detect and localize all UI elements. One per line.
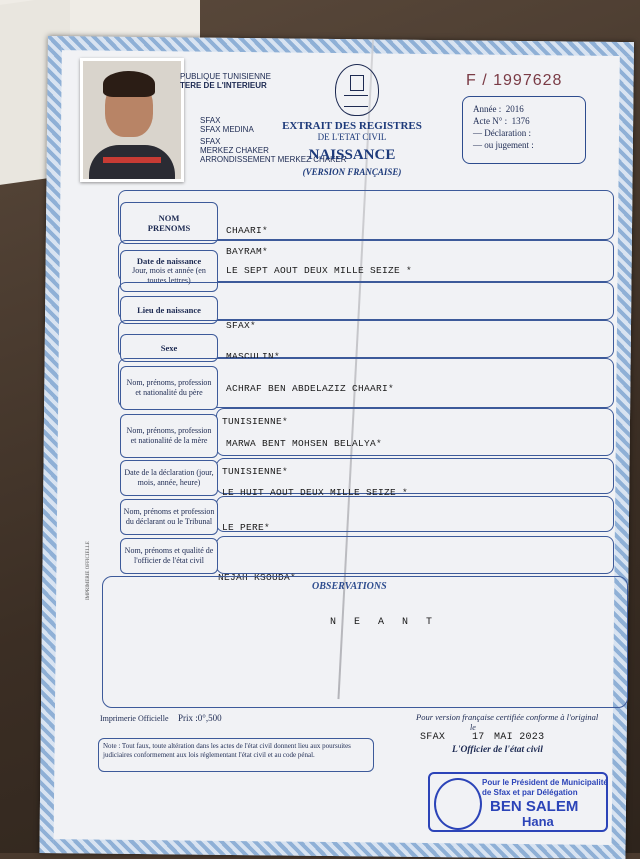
stamp-line-4: Hana bbox=[522, 814, 554, 829]
officier-signature-label: L'Officier de l'état civil bbox=[452, 745, 543, 755]
place-line-1: SFAX bbox=[200, 116, 221, 125]
place-line-3: SFAX bbox=[200, 137, 221, 146]
sign-month-year: MAI 2023 bbox=[494, 732, 545, 743]
row-declarant bbox=[216, 496, 614, 532]
row-officier bbox=[216, 536, 614, 574]
observations-value: N E A N T bbox=[330, 617, 439, 628]
municipal-seal-icon bbox=[434, 778, 482, 830]
acte-value: 1376 bbox=[511, 116, 530, 126]
value-prenom: BAYRAM* bbox=[226, 246, 269, 257]
annee-label: Année : bbox=[473, 104, 502, 114]
place-line-4: MERKEZ CHAKER bbox=[200, 146, 269, 155]
ministry-label: TERE DE L'INTERIEUR bbox=[180, 81, 267, 90]
value-pere: ACHRAF BEN ABDELAZIZ CHAARI* bbox=[226, 383, 395, 394]
legal-note: Note : Tout faux, toute altération dans les actes de l'état civil donnent lieu aux poursuites judiciaires conformement aux lois réglementant l'état civil et au code pénal. bbox=[98, 738, 374, 772]
le-label: le bbox=[470, 723, 476, 732]
value-lieu: SFAX* bbox=[226, 320, 257, 331]
value-date-naissance: LE SEPT AOUT DEUX MILLE SEIZE * bbox=[226, 265, 413, 276]
label-pere: Nom, prénoms, profession et nationalité du père bbox=[120, 366, 218, 410]
value-declarant: LE PERE* bbox=[222, 522, 271, 533]
value-mere-nationalite: TUNISIENNE* bbox=[222, 466, 289, 477]
prix-label: Prix :0°,500 bbox=[178, 713, 222, 723]
declaration-label: — Déclaration : bbox=[473, 128, 531, 138]
label-lieu: Lieu de naissance bbox=[120, 296, 218, 324]
serial-digits: 1997628 bbox=[493, 72, 563, 89]
label-officier: Nom, prénoms et qualité de l'officier de l'état civil bbox=[120, 538, 218, 574]
observations-title: OBSERVATIONS bbox=[312, 581, 387, 592]
label-sexe: Sexe bbox=[120, 334, 218, 362]
title-naissance: NAISSANCE bbox=[308, 147, 396, 163]
value-mere: MARWA BENT MOHSEN BELALYA* bbox=[226, 438, 383, 449]
value-pere-nationalite: TUNISIENNE* bbox=[222, 416, 289, 427]
label-date-naissance: Date de naissance Jour, mois et année (en toutes lettres) bbox=[120, 250, 218, 292]
jugement-label: — ou jugement : bbox=[473, 140, 534, 150]
serial-number bbox=[466, 72, 562, 90]
value-nom: CHAARI* bbox=[226, 225, 269, 236]
place-line-2: SFAX MEDINA bbox=[200, 125, 254, 134]
annee-value: 2016 bbox=[505, 104, 524, 114]
label-nom-prenoms: NOM PRENOMS bbox=[120, 202, 218, 244]
sign-day: 17 bbox=[472, 732, 485, 743]
acte-label: Acte N° : bbox=[473, 116, 508, 126]
value-date-declaration: LE HUIT AOUT DEUX MILLE SEIZE * bbox=[222, 487, 409, 498]
value-officier: NEJAH KSOUDA* bbox=[218, 572, 297, 583]
child-photo bbox=[80, 58, 184, 182]
title-extrait: EXTRAIT DES REGISTRES bbox=[282, 120, 422, 132]
value-sexe: MASCULIN* bbox=[226, 351, 281, 362]
stamp-line-3: BEN SALEM bbox=[490, 798, 579, 815]
tunisia-emblem-icon bbox=[335, 64, 379, 116]
republic-label: PUBLIQUE TUNISIENNE bbox=[180, 72, 271, 81]
side-print-text: IMPRIMERIE OFFICIELLE bbox=[86, 541, 91, 600]
sign-city: SFAX bbox=[420, 732, 446, 743]
place-line-5: ARRONDISSEMENT MERKEZ CHAKER bbox=[200, 155, 347, 164]
stamp-line-1: Pour le Président de Municipalité bbox=[482, 778, 608, 787]
title-version: (VERSION FRANÇAISE) bbox=[302, 167, 402, 177]
label-declarant: Nom, prénoms et profession du déclarant ou le Tribunal bbox=[120, 499, 218, 535]
registry-info-box bbox=[462, 96, 586, 164]
serial-prefix: F / bbox=[466, 72, 488, 89]
title-etat-civil: DE L'ETAT CIVIL bbox=[317, 132, 387, 142]
certified-label: Pour version française certifiée conforme à l'original bbox=[416, 712, 599, 722]
label-date-declaration: Date de la déclaration (jour, mois, année, heure) bbox=[120, 460, 218, 496]
observations-box bbox=[102, 576, 628, 708]
municipal-stamp bbox=[428, 772, 608, 832]
label-mere: Nom, prénoms, profession et nationalité de la mère bbox=[120, 414, 218, 458]
imprimerie-label: Imprimerie Officielle bbox=[100, 714, 169, 723]
stamp-line-2: de Sfax et par Délégation bbox=[482, 788, 578, 797]
